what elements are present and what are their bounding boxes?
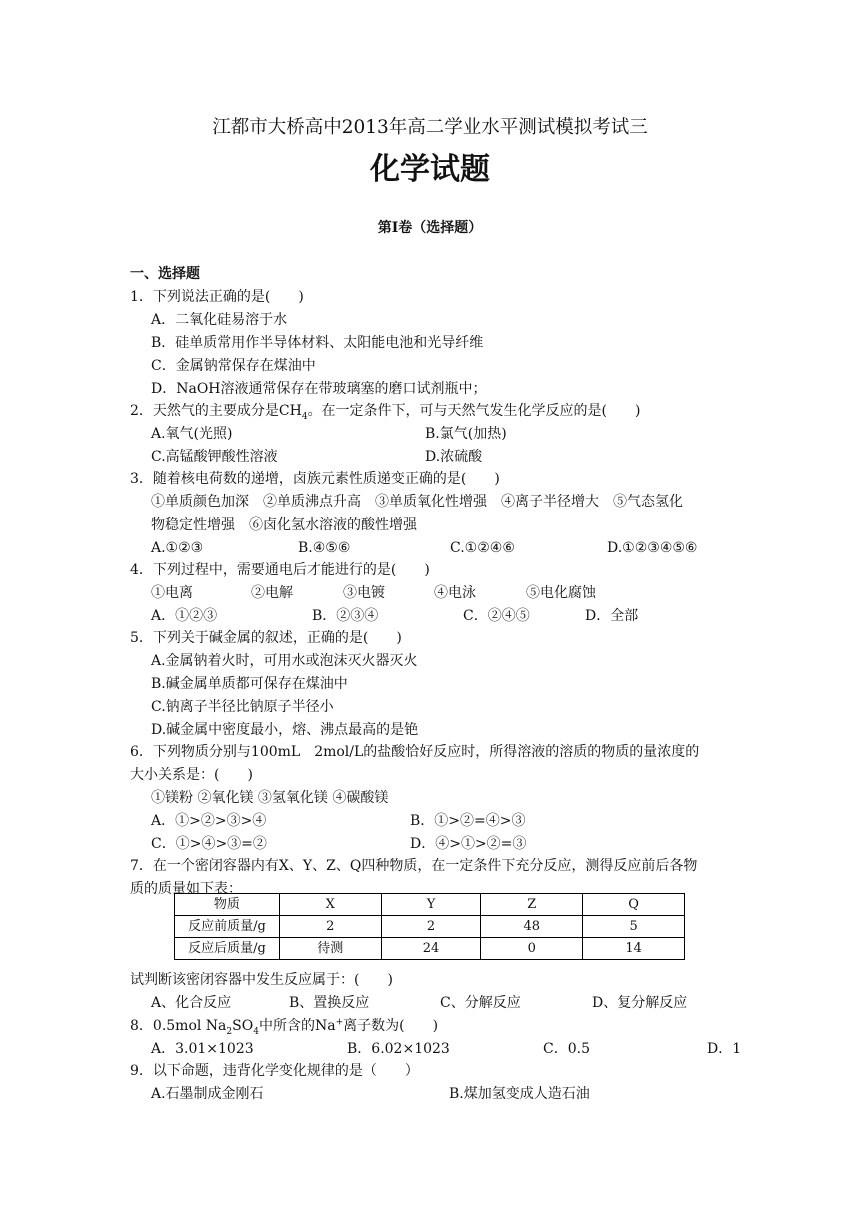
- q3-items-line1: ①单质颜色加深 ②单质沸点升高 ③单质氧化性增强 ④离子半径增大 ⑤气态氢化: [151, 494, 683, 510]
- q5-option-d: D.碱金属中密度最小，熔、沸点最高的是铯: [151, 722, 419, 738]
- q4-option-a: A．①②③: [151, 608, 218, 624]
- subject-title: 化学试题: [370, 152, 490, 187]
- q4-option-d: D．全部: [585, 608, 639, 624]
- school-exam-line: 江都市大桥高中2013年高二学业水平测试模拟考试三: [212, 117, 648, 138]
- q2-stem-pre: 2．天然气的主要成分是CH: [130, 403, 302, 419]
- q2-option-c: C.高锰酸钾酸性溶液: [151, 449, 278, 465]
- part-title: 第Ⅰ卷（选择题）: [377, 220, 483, 236]
- q7-option-c: C、分解反应: [440, 995, 521, 1011]
- q1-option-b: B．硅单质常用作半导体材料、太阳能电池和光导纤维: [151, 335, 484, 351]
- q8-superscript: +: [335, 1017, 344, 1028]
- q2-stem-post: 。在一定条件下，可与天然气发生化学反应的是( ): [307, 403, 641, 419]
- q3-option-c: C.①②④⑥: [450, 540, 515, 556]
- q3-stem: 3．随着核电荷数的递增，卤族元素性质递变正确的是( ): [130, 471, 500, 487]
- table-header-row: [175, 894, 685, 916]
- table-cell: 反应后质量/g: [175, 938, 280, 960]
- table-cell: 24: [381, 938, 481, 960]
- q8-stem-pre: 8．0.5mol Na: [130, 1018, 227, 1034]
- q2-stem-subscript: 4: [301, 411, 308, 422]
- q8-stem-mid2: 中所含的Na: [258, 1018, 336, 1034]
- q8-option-d: D．1: [707, 1041, 742, 1057]
- q8-option-b: B．6.02×1023: [347, 1041, 450, 1057]
- q7-question: 试判断该密闭容器中发生反应属于：( ): [130, 972, 393, 988]
- table-cell: 48: [481, 916, 583, 938]
- q3-items-line2: 物稳定性增强 ⑥卤化氢水溶液的酸性增强: [151, 517, 417, 533]
- q8-stem: [130, 1017, 438, 1035]
- table-header-cell: Y: [381, 894, 481, 916]
- q7-option-a: A、化合反应: [151, 995, 232, 1011]
- table-header-cell: Z: [481, 894, 583, 916]
- q1-option-d: D．NaOH溶液通常保存在带玻璃塞的磨口试剂瓶中；: [151, 381, 487, 397]
- q8-option-c: C．0.5: [543, 1041, 590, 1057]
- q6-items: ①镁粉 ②氧化镁 ③氢氧化镁 ④碳酸镁: [151, 790, 389, 806]
- q5-option-a: A.金属钠着火时，可用水或泡沫灭火器灭火: [151, 653, 418, 669]
- q4-option-b: B．②③④: [312, 608, 379, 624]
- q8-option-a: A．3.01×1023: [151, 1041, 254, 1057]
- q2-stem: [130, 402, 641, 420]
- table-row: [175, 916, 685, 938]
- q6-option-b: B．①>②=④>③: [410, 813, 526, 829]
- table-cell: 0: [481, 938, 583, 960]
- q2-option-d: D.浓硫酸: [425, 449, 483, 465]
- q1-option-c: C．金属钠常保存在煤油中: [151, 358, 316, 374]
- q7-option-b: B、置换反应: [289, 995, 370, 1011]
- table-header-cell: 物质: [175, 894, 280, 916]
- q1-stem: 1．下列说法正确的是( ): [130, 289, 304, 305]
- table-cell: 2: [381, 916, 481, 938]
- q4-item-4: ④电泳: [434, 585, 476, 601]
- q5-stem: 5．下列关于碱金属的叙述，正确的是( ): [130, 630, 402, 646]
- q6-option-c: C．①>④>③=②: [151, 836, 267, 852]
- q6-option-d: D．④>①>②=③: [410, 836, 527, 852]
- q8-subscript-2: 4: [253, 1026, 259, 1037]
- table-cell: 待测: [279, 938, 381, 960]
- table-row: [175, 938, 685, 960]
- q5-option-b: B.碱金属单质都可保存在煤油中: [151, 676, 348, 692]
- table-cell: 5: [583, 916, 685, 938]
- q3-option-d: D.①②③④⑤⑥: [607, 540, 698, 556]
- q6-option-a: A．①>②>③>④: [151, 813, 267, 829]
- table-cell: 反应前质量/g: [175, 916, 280, 938]
- table-cell: 2: [279, 916, 381, 938]
- q3-option-a: A.①②③: [151, 540, 204, 556]
- q7-option-d: D、复分解反应: [592, 995, 688, 1011]
- q8-subscript-1: 2: [226, 1026, 233, 1037]
- q2-option-b: B.氯气(加热): [425, 426, 507, 442]
- mass-table: [174, 893, 685, 960]
- q4-option-c: C．②④⑤: [463, 608, 530, 624]
- q6-stem-line2: 大小关系是：( ): [130, 767, 253, 783]
- q4-stem: 4．下列过程中，需要通电后才能进行的是( ): [130, 562, 430, 578]
- table-header-cell: Q: [583, 894, 685, 916]
- q9-option-a: A.石墨制成金刚石: [151, 1086, 264, 1102]
- q2-option-a: A.氧气(光照): [151, 426, 233, 442]
- q8-stem-post: 离子数为( ): [343, 1018, 439, 1034]
- q9-option-b: B.煤加氢变成人造石油: [449, 1086, 590, 1102]
- section-heading: 一、选择题: [130, 266, 200, 282]
- table-header-cell: X: [279, 894, 381, 916]
- q9-stem: 9．以下命题，违背化学变化规律的是（ ）: [130, 1063, 419, 1079]
- q1-option-a: A．二氧化硅易溶于水: [151, 312, 288, 328]
- q8-stem-mid1: SO: [232, 1018, 254, 1034]
- q4-item-1: ①电离: [151, 585, 193, 601]
- q4-item-5: ⑤电化腐蚀: [526, 585, 596, 601]
- q5-option-c: C.钠离子半径比钠原子半径小: [151, 699, 334, 715]
- q7-stem-line2: 质的质量如下表：: [130, 881, 242, 897]
- q6-stem-line1: 6．下列物质分别与100mL 2mol/L的盐酸恰好反应时，所得溶液的溶质的物质的量浓度的: [130, 744, 700, 760]
- q3-option-b: B.④⑤⑥: [298, 540, 351, 556]
- q4-item-2: ②电解: [251, 585, 293, 601]
- q7-stem-line1: 7．在一个密闭容器内有X、Y、Z、Q四种物质，在一定条件下充分反应，测得反应前后各物: [130, 858, 698, 874]
- table-cell: 14: [583, 938, 685, 960]
- q4-item-3: ③电镀: [343, 585, 385, 601]
